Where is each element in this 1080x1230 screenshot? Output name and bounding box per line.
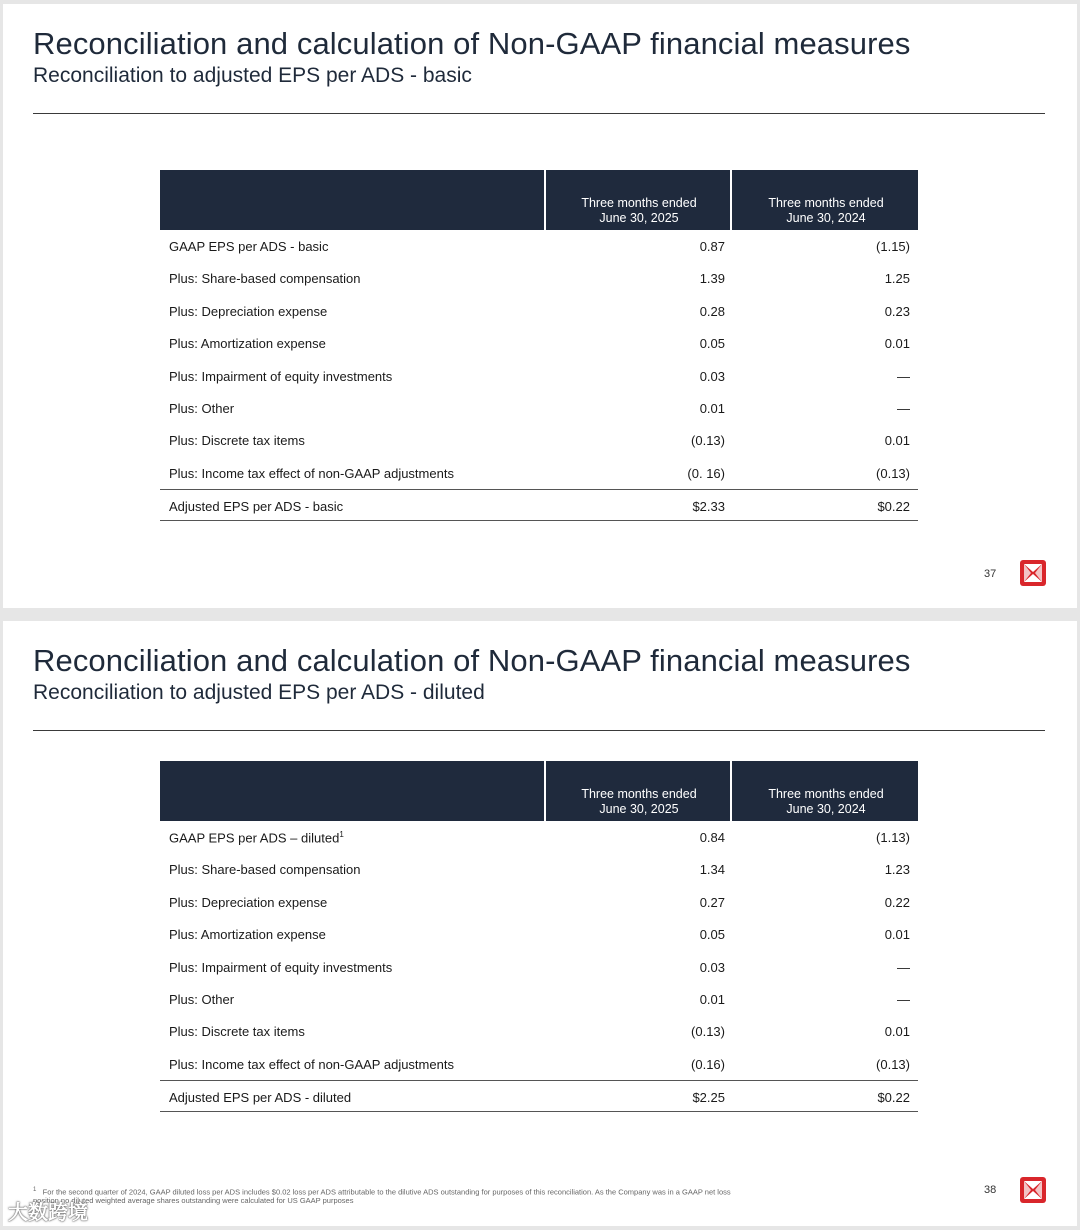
title-divider xyxy=(33,730,1045,731)
value-2025: 0.01 xyxy=(699,991,725,1007)
table-header xyxy=(160,170,918,230)
table-row xyxy=(160,262,918,294)
value-2025: (0.13) xyxy=(691,1024,725,1040)
row-label: Plus: Depreciation expense xyxy=(169,303,328,319)
value-2024: — xyxy=(897,959,910,975)
value-2024: — xyxy=(897,368,910,384)
table-row xyxy=(160,230,918,262)
value-2024: (0.13) xyxy=(876,1056,910,1072)
table-row xyxy=(160,424,918,456)
value-2025: 0.84 xyxy=(699,830,725,845)
footnote xyxy=(33,1186,733,1205)
header-2024: Three months ended June 30, 2024 xyxy=(768,196,884,225)
value-2024: 0.23 xyxy=(884,303,910,319)
eps-diluted-table xyxy=(160,761,918,1112)
total-2025: $2.25 xyxy=(692,1090,725,1106)
header-2025: Three months ended June 30, 2025 xyxy=(548,170,732,230)
page-number: 38 xyxy=(984,1184,997,1196)
value-2025: 0.03 xyxy=(699,368,725,384)
table-row xyxy=(160,821,918,853)
total-2024: $0.22 xyxy=(877,499,910,515)
header-label-column xyxy=(160,761,546,821)
value-2025: 1.34 xyxy=(699,862,725,878)
row-label: Plus: Income tax effect of non-GAAP adjustments xyxy=(169,1056,454,1072)
total-row xyxy=(160,1080,918,1112)
row-label: Plus: Impairment of equity investments xyxy=(169,959,393,975)
table-row xyxy=(160,327,918,359)
slide-title: Reconciliation and calculation of Non-GAAP financial measures xyxy=(33,643,911,678)
value-2025: 0.01 xyxy=(699,400,725,416)
value-2025: 0.28 xyxy=(699,303,725,319)
value-2025: (0.16) xyxy=(691,1056,725,1072)
value-2024: 0.01 xyxy=(884,927,910,943)
row-label-text: GAAP EPS per ADS – diluted xyxy=(169,830,340,846)
value-2024: (1.15) xyxy=(876,239,910,254)
value-2024: 0.01 xyxy=(884,1024,910,1040)
value-2025: (0.13) xyxy=(691,433,725,449)
row-label: Plus: Depreciation expense xyxy=(169,894,328,910)
table-row xyxy=(160,918,918,950)
value-2025: 1.39 xyxy=(699,271,725,287)
value-2025: 0.05 xyxy=(699,927,725,943)
value-2025: 0.27 xyxy=(699,894,725,910)
row-label: GAAP EPS per ADS - basic xyxy=(169,239,329,254)
header-2024: Three months ended June 30, 2024 xyxy=(768,787,884,816)
row-label: Plus: Other xyxy=(169,400,235,416)
slide-subtitle: Reconciliation to adjusted EPS per ADS - diluted xyxy=(33,681,485,704)
value-2024: 0.01 xyxy=(884,336,910,352)
row-label: Plus: Discrete tax items xyxy=(169,433,305,449)
slide-diluted xyxy=(3,621,1077,1226)
table-row xyxy=(160,983,918,1015)
footnote-text: For the second quarter of 2024, GAAP diluted loss per ADS includes $0.02 loss per ADS attributable to the dilutive ADS outstanding for purposes of this reconciliation. As the Company was in a GAAP net loss position no diluted weighted average shares outstanding were calculated for US GAAP purposes xyxy=(33,1187,731,1205)
slide-title: Reconciliation and calculation of Non-GAAP financial measures xyxy=(33,26,911,61)
value-2024: 1.23 xyxy=(884,862,910,878)
total-label: Adjusted EPS per ADS - basic xyxy=(169,499,344,515)
page-number: 37 xyxy=(984,568,997,580)
eps-basic-table xyxy=(160,170,918,521)
row-label: Plus: Share-based compensation xyxy=(169,271,361,287)
table-row xyxy=(160,853,918,885)
row-label xyxy=(169,830,344,845)
row-label: Plus: Other xyxy=(169,991,235,1007)
value-2024: 0.01 xyxy=(884,433,910,449)
table-row xyxy=(160,1015,918,1047)
table-row xyxy=(160,295,918,327)
header-label-column xyxy=(160,170,546,230)
total-label: Adjusted EPS per ADS - diluted xyxy=(169,1090,352,1106)
row-label: Plus: Amortization expense xyxy=(169,927,326,943)
table-header xyxy=(160,761,918,821)
total-2025: $2.33 xyxy=(692,499,725,515)
company-logo-icon xyxy=(1020,1177,1046,1203)
table-row xyxy=(160,457,918,489)
value-2025: (0. 16) xyxy=(687,465,725,481)
slide-basic xyxy=(3,4,1077,608)
value-2025: 0.05 xyxy=(699,336,725,352)
value-2024: 0.22 xyxy=(884,894,910,910)
table-row xyxy=(160,360,918,392)
footnote-number: 1 xyxy=(33,1187,37,1193)
header-2025: Three months ended June 30, 2025 xyxy=(548,761,732,821)
total-row xyxy=(160,489,918,521)
row-label: Plus: Amortization expense xyxy=(169,336,326,352)
table-row xyxy=(160,886,918,918)
value-2024: — xyxy=(897,400,910,416)
company-logo-icon xyxy=(1020,560,1046,586)
table-row xyxy=(160,1048,918,1080)
watermark: 大数跨境 xyxy=(8,1202,88,1224)
slide-subtitle: Reconciliation to adjusted EPS per ADS - basic xyxy=(33,64,472,87)
title-divider xyxy=(33,113,1045,114)
value-2024: (1.13) xyxy=(876,830,910,845)
row-label: Plus: Share-based compensation xyxy=(169,862,361,878)
row-label: Plus: Impairment of equity investments xyxy=(169,368,393,384)
value-2024: (0.13) xyxy=(876,465,910,481)
value-2024: — xyxy=(897,991,910,1007)
table-row xyxy=(160,951,918,983)
value-2025: 0.03 xyxy=(699,959,725,975)
value-2025: 0.87 xyxy=(699,239,725,254)
row-label: Plus: Income tax effect of non-GAAP adjustments xyxy=(169,465,454,481)
total-2024: $0.22 xyxy=(877,1090,910,1106)
table-row xyxy=(160,392,918,424)
footnote-marker: 1 xyxy=(339,830,344,839)
row-label: Plus: Discrete tax items xyxy=(169,1024,305,1040)
value-2024: 1.25 xyxy=(884,271,910,287)
